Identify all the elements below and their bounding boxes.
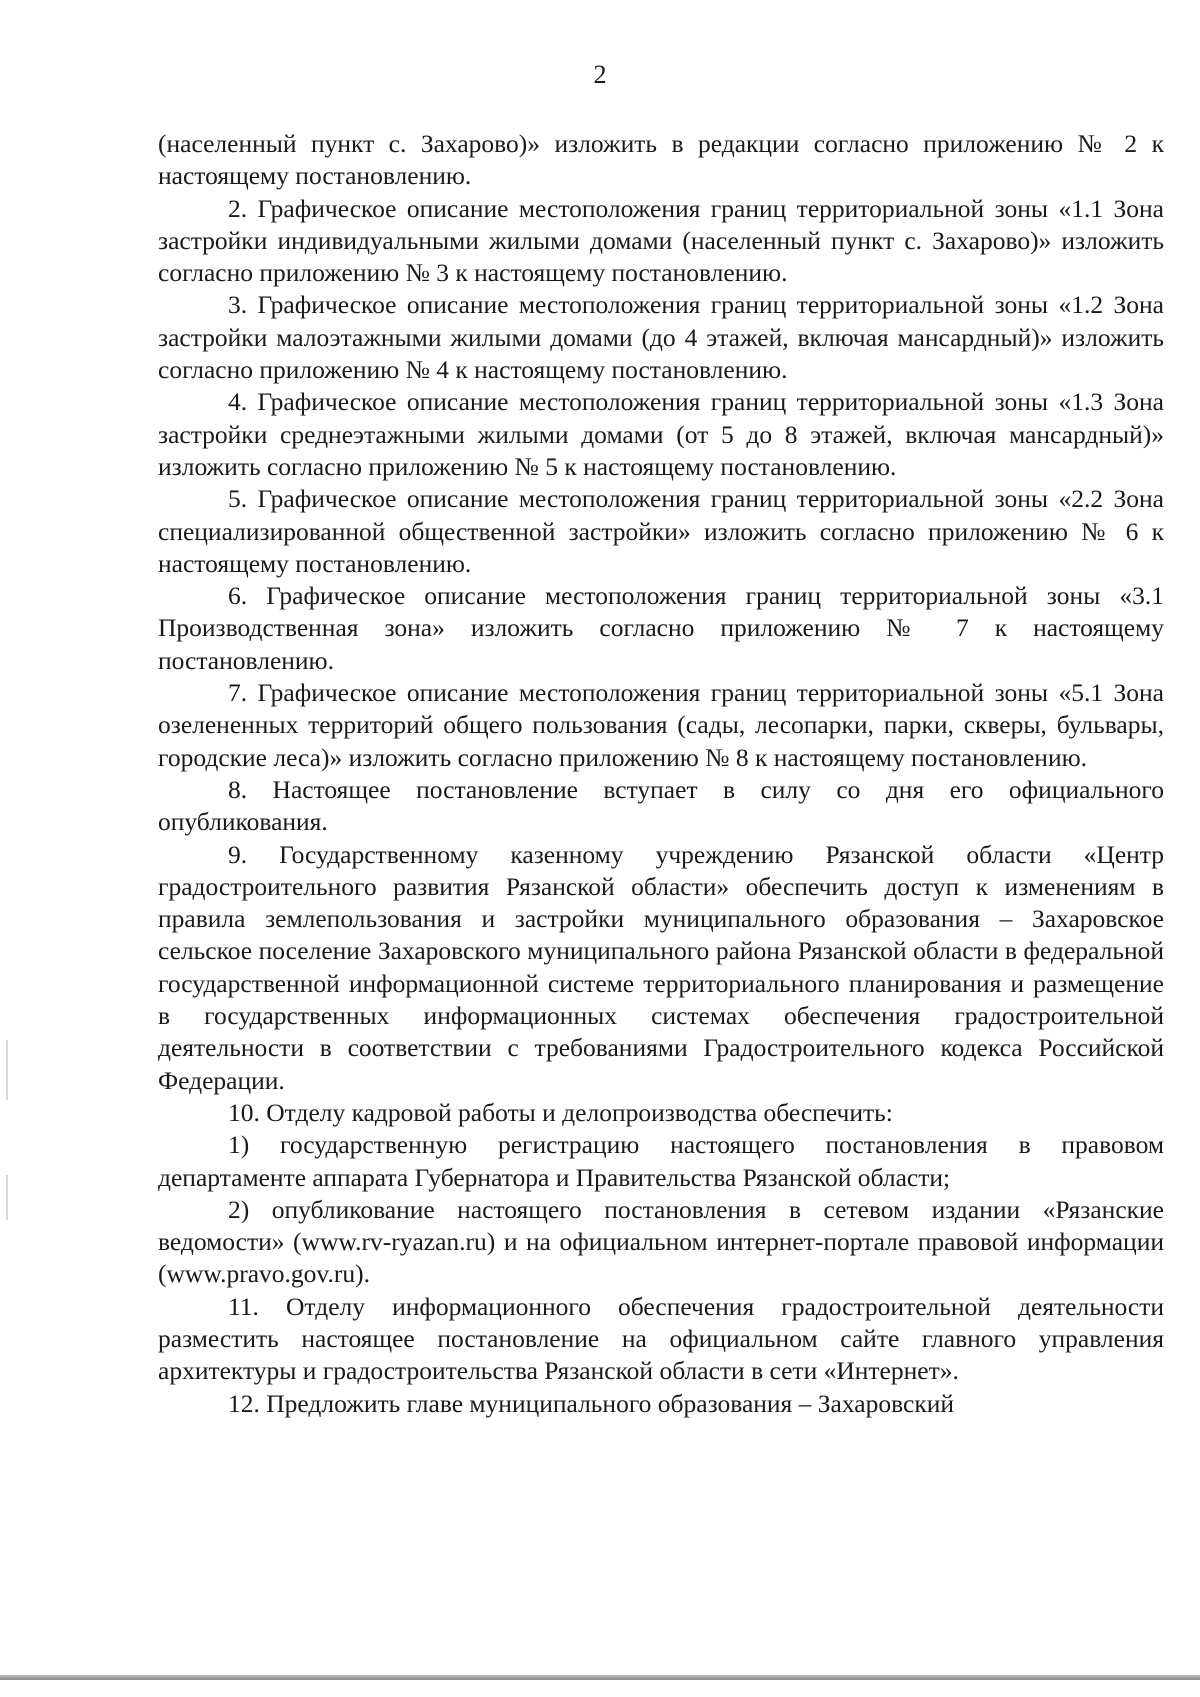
- paragraph-item-11: 11. Отделу информационного обеспечения градостроительной деятельности разместить настоящее постановление на официальном сайте главного управления архитектуры и градостроительства Рязанской области в сети «Интернет».: [158, 1291, 1164, 1386]
- scan-bottom-edge: [0, 1675, 1200, 1680]
- scan-margin-mark: [6, 1040, 8, 1100]
- paragraph-subitem-1: 1) государственную регистрацию настоящего постановления в правовом департаменте аппарата Губернатора и Правительства Рязанской области;: [158, 1130, 1164, 1192]
- paragraph-item-5: 5. Графическое описание местоположения границ территориальной зоны «2.2 Зона специализированной общественной застройки» изложить согласно приложению № 6 к настоящему постановлению.: [158, 484, 1164, 578]
- paragraph-item-10: 10. Отделу кадровой работы и делопроизводства обеспечить:: [228, 1097, 893, 1127]
- paragraph-item-4: 4. Графическое описание местоположения границ территориальной зоны «1.3 Зона застройки среднеэтажными жилыми домами (от 5 до 8 этажей, включая мансардный)» изложить согласно приложению № 5 к настоящему постановлению.: [158, 387, 1164, 481]
- paragraph-item-9: 9. Государственному казенному учреждению Рязанской области «Центр градостроительного развития Рязанской области» обеспечить доступ к изменениям в правила землепользования и застройки муниципального образования – Захаровское сельское поселение Захаровского муниципального района Рязанской области в федеральной государственной информационной системе территориального планирования и размещение в государственных информационных системах обеспечения градостроительной деятельности в соответствии с требованиями Градостроительного кодекса Российской Федерации.: [158, 839, 1164, 1095]
- paragraph-continuation: (населенный пункт с. Захарово)» изложить в редакции согласно приложению № 2 к настоящему постановлению.: [158, 129, 1164, 191]
- paragraph-item-2: 2. Графическое описание местоположения границ территориальной зоны «1.1 Зона застройки индивидуальными жилыми домами (населенный пункт с. Захарово)» изложить согласно приложению № 3 к настоящему постановлению.: [158, 193, 1164, 288]
- scan-margin-mark: [6, 1175, 8, 1220]
- paragraph-item-3: 3. Графическое описание местоположения границ территориальной зоны «1.2 Зона застройки малоэтажными жилыми домами (до 4 этажей, включая мансардный)» изложить согласно приложению № 4 к настоящему постановлению.: [158, 290, 1164, 385]
- page-number: 2: [593, 60, 607, 89]
- paragraph-subitem-2: 2) опубликование настоящего постановления в сетевом издании «Рязанские ведомости» (www.rv-ryazan.ru) и на официальном интернет-портале правовой информации (www.pravo.gov.ru).: [158, 1194, 1164, 1289]
- paragraph-item-6: 6. Графическое описание местоположения границ территориальной зоны «3.1 Производственная зона» изложить согласно приложению № 7 к настоящему постановлению.: [158, 581, 1164, 675]
- paragraph-item-8: 8. Настоящее постановление вступает в силу со дня его официального опубликования.: [158, 774, 1164, 837]
- paragraph-item-7: 7. Графическое описание местоположения границ территориальной зоны «5.1 Зона озелененных территорий общего пользования (сады, лесопарки, парки, скверы, бульвары, городские леса)» изложить согласно приложению № 8 к настоящему постановлению.: [158, 678, 1164, 772]
- document-body: [158, 128, 1164, 1420]
- paragraph-item-12: 12. Предложить главе муниципального образования – Захаровский: [228, 1388, 955, 1418]
